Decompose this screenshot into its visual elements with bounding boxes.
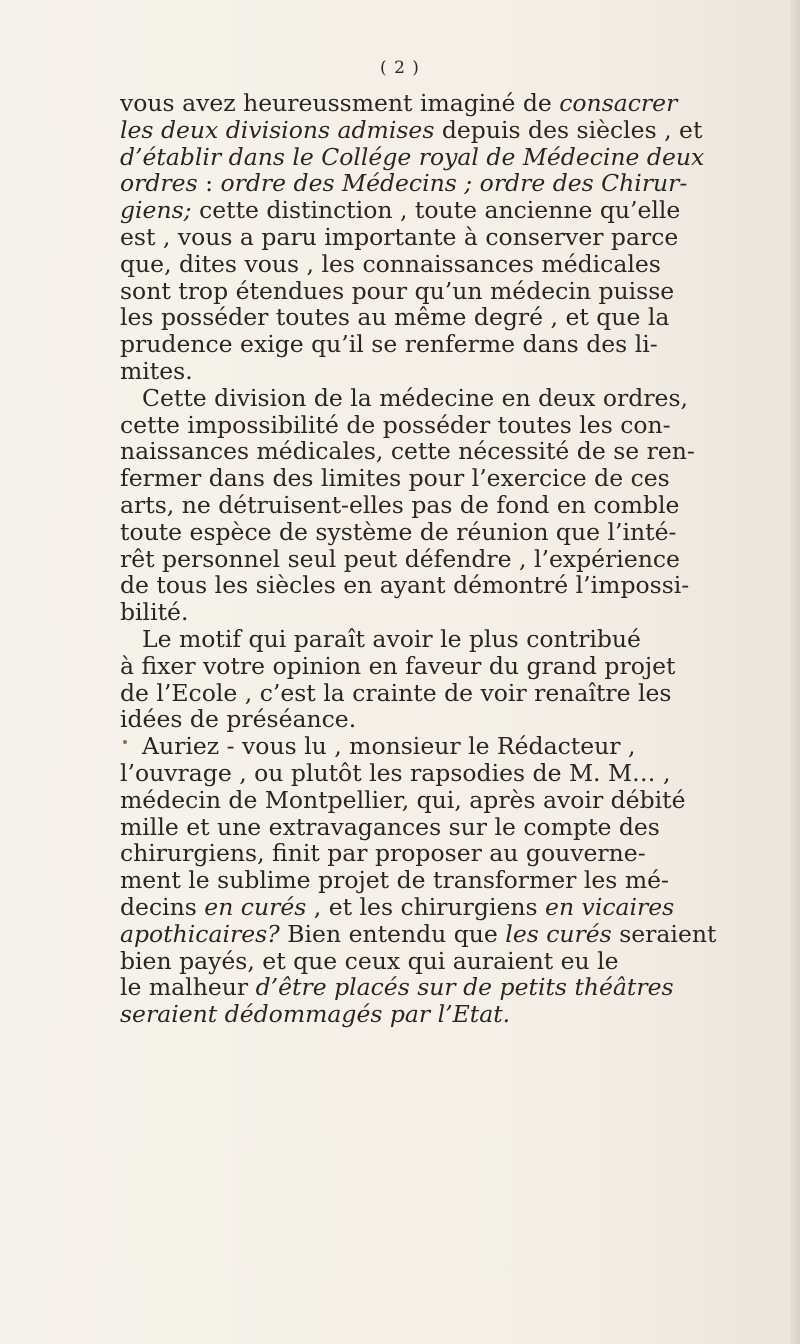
text-segment: les curés (505, 919, 612, 948)
text-line (120, 224, 680, 251)
text-segment: , et les chirurgiens (306, 892, 546, 921)
text-line (120, 169, 688, 198)
text-line (120, 680, 680, 707)
text-segment: Le motif qui paraît avoir le plus contribué (142, 624, 641, 653)
text-segment: mites. (120, 356, 193, 385)
text-line (120, 867, 680, 894)
text-line (120, 383, 688, 412)
text-line (120, 412, 680, 439)
text-segment: à fixer votre opinion en faveur du grand projet (120, 651, 676, 680)
text-line (120, 358, 680, 385)
text-segment: toute espèce de système de réunion que l’inté- (120, 517, 677, 546)
text-line (120, 519, 680, 546)
text-segment: vous avez heureussment imaginé de (120, 89, 560, 117)
text-segment: sont trop étendues pour qu’un médecin puisse (120, 276, 675, 305)
text-segment: arts, ne détruisent-elles pas de fond en comble (120, 490, 680, 519)
text-segment: bilité. (120, 598, 189, 627)
text-segment: de tous les siècles en ayant démontré l’impossi- (120, 571, 690, 600)
text-line (120, 90, 680, 117)
text-segment: rêt personnel seul peut défendre , l’expérience (120, 544, 680, 573)
text-line (120, 974, 680, 1001)
text-line (120, 304, 680, 331)
text-segment: ordres (120, 169, 198, 198)
text-line (120, 465, 680, 492)
text-line (120, 331, 680, 358)
page-edge (790, 0, 800, 1344)
text-segment: seraient dédommagés par l’Etat. (120, 1000, 511, 1029)
text-segment: les posséder toutes au même degré , et que la (120, 303, 670, 332)
text-segment: en vicaires (545, 892, 675, 921)
text-segment: que, dites vous , les connaissances médicales (120, 249, 661, 278)
text-segment: Auriez - vous lu , monsieur le Rédacteur , (142, 732, 636, 761)
text-segment: le malheur (120, 973, 256, 1002)
text-line (120, 894, 680, 921)
text-line (120, 785, 686, 814)
text-line (120, 599, 680, 626)
text-segment: cette distinction , toute ancienne qu’elle (191, 196, 681, 225)
text-segment: seraient (611, 919, 717, 948)
text-segment: Cette division de la médecine en deux ordres, (142, 383, 688, 412)
text-line (120, 492, 680, 519)
text-segment: prudence exige qu’il se renferme dans des li- (120, 330, 658, 359)
text-segment: naissances médicales, cette nécessité de se ren- (120, 437, 695, 466)
text-line (120, 626, 680, 653)
text-segment: consacrer (559, 89, 678, 117)
text-line (120, 1001, 680, 1028)
text-segment: ment le sublime projet de transformer les mé- (120, 866, 669, 895)
text-segment: fermer dans des limites pour l’exercice de ces (120, 464, 670, 493)
text-segment: ordre des Médecins ; ordre des Chirur- (220, 169, 688, 198)
text-segment: chirurgiens, finit par proposer au gouverne- (120, 839, 646, 868)
text-line (120, 251, 680, 278)
text-segment: Bien entendu que (279, 919, 506, 948)
text-line (120, 948, 680, 975)
text-segment: apothicaires? (120, 919, 280, 948)
text-segment: depuis des siècles , et (434, 115, 703, 144)
text-segment: cette impossibilité de posséder toutes les con- (120, 410, 671, 439)
text-line (120, 571, 690, 600)
text-line (120, 437, 695, 466)
text-line (120, 760, 680, 787)
text-line (120, 142, 705, 171)
text-segment: : (197, 169, 221, 198)
text-line (120, 706, 680, 733)
text-segment: de l’Ecole , c’est la crainte de voir renaître les (120, 678, 672, 707)
text-segment: bien payés, et que ceux qui auraient eu le (120, 946, 619, 975)
text-segment: d’être placés sur de petits théâtres (255, 973, 674, 1002)
page-number: ( 2 ) (380, 58, 420, 78)
text-segment: giens; (120, 196, 192, 225)
text-line (120, 278, 680, 305)
text-line (120, 197, 680, 224)
text-segment: les deux divisions admises (120, 115, 435, 144)
ink-spot (123, 740, 127, 744)
text-segment: mille et une extravagances sur le compte des (120, 812, 660, 841)
text-segment: l’ouvrage , ou plutôt les rapsodies de M. M… , (120, 758, 671, 787)
text-line (120, 733, 680, 760)
text-segment: en curés (204, 892, 307, 921)
text-segment: decins (120, 892, 205, 921)
text-line (120, 840, 680, 867)
text-segment: est , vous a paru importante à conserver parce (120, 222, 679, 251)
text-line (120, 653, 680, 680)
body-text (120, 89, 717, 1029)
text-segment: d’établir dans le Collége royal de Médecine deux (120, 142, 705, 171)
text-line (120, 546, 680, 573)
text-segment: idées de préséance. (120, 705, 357, 734)
text-line (120, 919, 717, 948)
text-line (120, 115, 703, 144)
text-segment: médecin de Montpellier, qui, après avoir débité (120, 785, 686, 814)
text-line (120, 814, 680, 841)
